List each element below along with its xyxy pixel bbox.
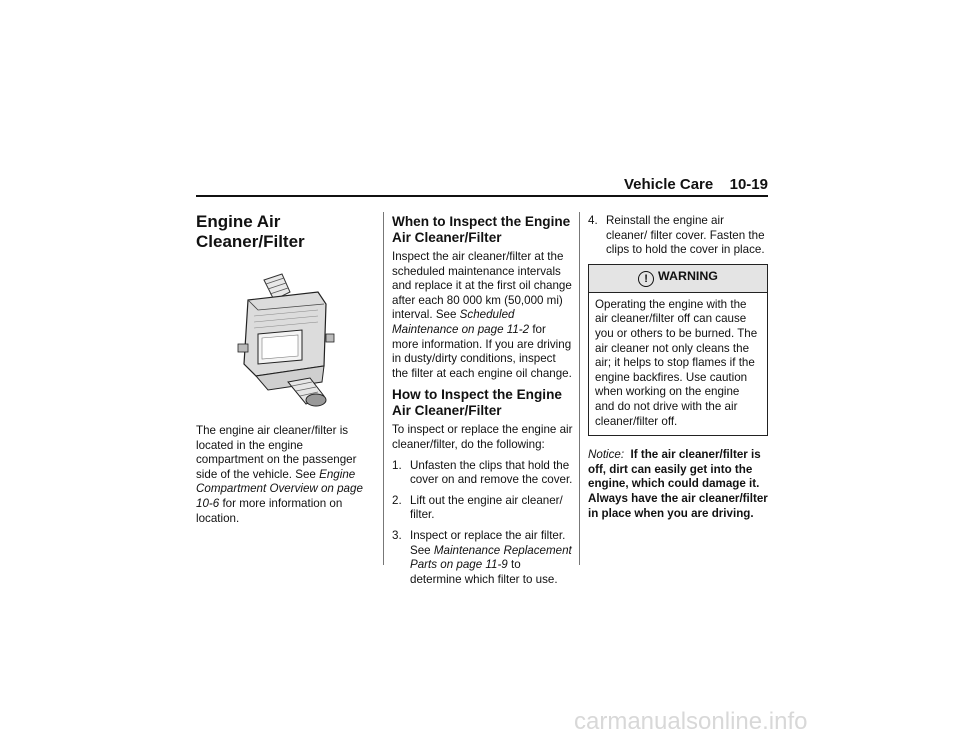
column-3 xyxy=(588,214,768,521)
notice-text: If the air cleaner/filter is off, dirt can easily get into the engine, which could damage it. Always have the air cleaner/filter in place when you are driving. xyxy=(588,448,768,520)
when-paragraph: Inspect the air cleaner/filter at the scheduled maintenance intervals and replace it at the first oil change after each 80 000 km (50,000 mi) interval. See Scheduled Maintenance on page 11-2 for more information. If you are driving in dusty/dirty conditions, inspect the filter at each engine oil change. xyxy=(392,250,572,380)
column-divider-2 xyxy=(579,212,580,565)
header-rule xyxy=(196,195,768,197)
step-item: 1. Unfasten the clips that hold the cover on and remove the cover. xyxy=(392,458,573,487)
link-engine-compartment[interactable]: Engine Compartment Overview on page 10-6 xyxy=(196,467,363,510)
link-maintenance-parts[interactable]: Maintenance Replacement Parts on page 11-9 xyxy=(410,543,572,572)
warning-body: Operating the engine with the air cleaner/filter off can cause you or others to be burned. The air cleaner not only cleans the air; it helps to stop flames if the engine backfires. Use caution when working on the engine and do not drive with the air cleaner/filter off. xyxy=(595,297,758,428)
heading-when-to-inspect: When to Inspect the Engine Air Cleaner/Filter xyxy=(392,214,571,245)
notice-paragraph xyxy=(588,448,768,521)
column-1 xyxy=(196,212,370,526)
notice-label: Notice: xyxy=(588,448,625,462)
column-divider-1 xyxy=(383,212,384,565)
inspection-steps xyxy=(392,459,574,588)
how-intro: To inspect or replace the engine air cleaner/filter, do the following: xyxy=(392,423,573,451)
step-item: 2. Lift out the engine air cleaner/ filter. xyxy=(392,493,563,522)
step-item: 3. Inspect or replace the air filter. See Maintenance Replacement Parts on page 11-9 to determine which filter to use. xyxy=(392,528,572,586)
heading-how-to-inspect: How to Inspect the Engine Air Cleaner/Filter xyxy=(392,387,562,419)
link-scheduled-maintenance[interactable]: Scheduled Maintenance on page 11-2 xyxy=(392,308,530,336)
page-number: 10-19 xyxy=(729,176,768,193)
section-title: Vehicle Care xyxy=(624,176,714,193)
page-header xyxy=(624,176,768,196)
step-item: 4. Reinstall the engine air cleaner/ filter cover. Fasten the clips to hold the cover in place. xyxy=(588,214,765,257)
location-paragraph: The engine air cleaner/filter is located in the engine compartment on the passenger side of the vehicle. See Engine Compartment Overview on page 10-6 for more information on location. xyxy=(196,424,363,525)
warning-box xyxy=(588,264,768,436)
air-cleaner-illustration xyxy=(226,270,346,410)
warning-title: WARNING xyxy=(658,268,718,283)
watermark: carmanualsonline.info xyxy=(574,708,808,735)
column-2 xyxy=(392,214,574,593)
warning-icon: ! xyxy=(638,271,654,287)
heading-engine-air-cleaner: Engine Air Cleaner/Filter xyxy=(196,212,305,251)
